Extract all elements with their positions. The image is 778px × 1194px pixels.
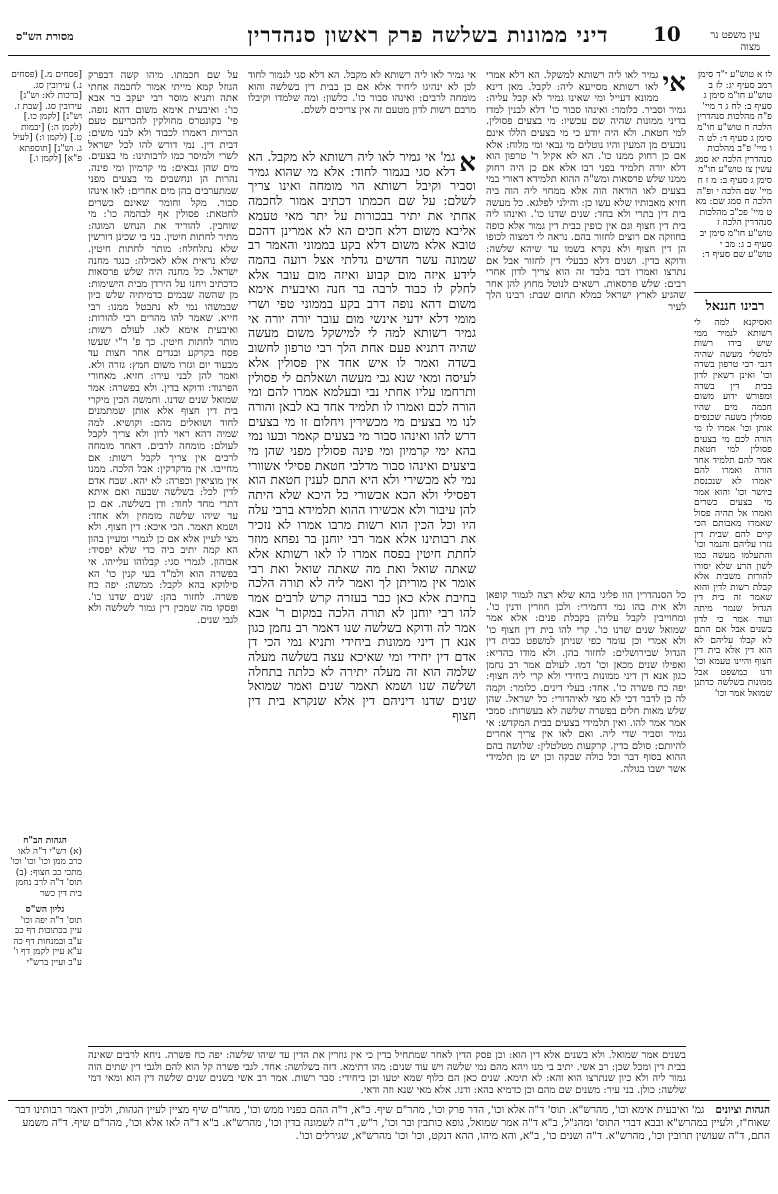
tosafot-text: על שם חכמתו. מיהו קשה דבפרק הגוזל קמא מייתי אמור לחכמה אחתי אתה ותניא מוסר רבי יעקב בר אבא כו': ואיבעית אימא משום דהא נופה. פי' בקונטרס מחולקין להכריעם טעם הבריות דאמרו לכבוד ולא לבני משים: דבית דין. נמי דורש להו לכל ישראל לשרי ולמיסר כמו לרבותינו: מי בצעים. מים שהן גבאים: מי קרמיון ומי פינה. נהרות הן ונחשבים מי בצעים מפני שמתערבים בהן מים אחרים: לאו אינהו סבור. מקל וחומר שאינם כשרים לחטאת: פסולין אף לבהמה כו': מי שוחבין. להוריד את הנחש המוגה: מתיר לחתות חיטין. בני בי שכינן דורשין שלא נתלחלח: מותר לחתות חיטין. שלא נראית אלא לאכילה: כנגד מחנה ישראל. כל מחנה היה שלש פרסאות כדכתיב ויחנו על הירדן מבית הישימות: מן שהשה שבמים כדמיתיה שלש כיון שבמשהו נמי לא נתבטל ממנו: רבי חייא. שאמר להו מהרים רבי להורות: ואיבעית אימא לאו. לעולם רשות: מותר לחתות חיטין. כך פ' ר"י שעשו פסח בקרקע ובגדים אחר חצות עד מבעוד יום וגזרו משום חמץ: גזרה ולא. ואמר להן לבני עירו: חזיא. מאחורי הפרגוד: ודוקא בדין. ולא בפשרה: אמר שמואל שנים שדנו. וחמשה הכין מיקרי בית דין חצוף אלא אותן שמתמנים לחוד ושואלים מהם: וקושיא. למה שמיה דהא ראוי לדון ולא צריך לקבל לעולם: מומחה לרבים. דאחד מומחה לרבים אין צריך לקבל רשות: אם מחייבו. אין מדקדקין: אבל הלכה. ממנו אין מוציאין וכפרה: לא יהא. שבח אדם לדין לכל: בשלשה שבעה ואם איתא דתרי מחד לחוד: ודן בשלשה. אם כן עד שיהו שלשה מומחין ולא אחד: ושמא תאמר. הכי איכא: דין חצוף. ולא מצי לעיין אלא אם כן לגמרי ומעיין בהון הא קמה יתיב ביה כדי שלא יפסיד: אבוהון. לגמרי סגי: קבלוהו עלייהו. אי בפשרה הוא ולמ"ד בעי קנין כו' הא סילוקא בהא לקבל: ממשה: יפה כח פשרה. לחזור בהן: שנים שדנו כו'. ופסקו מה שמכין דין גמור לשלשה ולא לגבי שנים. [88,70,238,626]
footer-rule [8,1100,770,1101]
gilyon-hashas-label: גליון הש"ס [25,905,65,915]
rashi-commentary-upper [486,70,686,590]
rashi-text: גמיר לאו ליה רשותא למשקל. הא דלא אמרי לאו רשותא מסייעא ליה: לקבל. מאן דינא ממונא דעייל ומי שאינו גמיר לא קבל עליה: גמיר וסביר. כלומר: ואינהו סבור כו' דלא לבנין למדו בדיני ממונות שהיה שם עכשיו: מי בצעים פסולין. למי חטאת. ולא היה יודע כי מי בצעים הללו אינם נובעים מן המעין והיו נוטלים מי גבאי ומי מלוח: אלא אם כן רחוק ממנו כו'. הא לא אקיל ר' טרפון הוא דלא יורה תלמיד בפני רבו אלא אם כן היה רחוק ממנו שלש פרסאות ומש"ה ההוא תלמידא דאורי במי בצעים לאו הוראה הוה אלא ממחוי ליה הוה ביה חזיא מאבותיו שלא עשו כן: והילני לפלגא. כל מעשה בית דין בתרי ולא בחד: שנים שדנו כו'. ואינהו ליה בית דין חצוף וגם אין כופין כבית דין גמור אלא כופה בחוזקה אם רוצים לחזור בהם. נראה לי דמצוה לכופו הן דין חצוף ולא נקרא בשמו עד שיהא שלשה: ודוקא בדין. ושנים דלא כבעלי דין לחזור אבל אם נתרצו ואמרו דבר בלבד זה הוא צריך לדון אחרי רבים: שלש פרסאות. רשאים לנוטל מחוץ להן אחר שהגיע לארץ ישראל כמלא תחום שבת: רבינו הלך לעיר [486,70,686,313]
ein-mishpat-margin [694,70,772,295]
footer-label: הגהות וציונים [715,1104,770,1116]
header-rule [8,55,770,56]
page-title: דיני ממונות בשלשה פרק ראשון סנהדרין [247,22,609,47]
masoret-references-text: [פסחים מ.] (פסחים נ.) עירובין סג. [ברכות לא: וש"נ] עירובין סג. [שבת ז. וש"נ] [לקמן כו.] (לקמן ה:) [יבמות ט.] (לקמן ו:) [לעיל ג. וש"נ] [תוספתא פ"א] [לקמן ו.] [11,70,82,164]
hagahot-habach-label: הגהות הב"ח [23,836,67,846]
hagahot-habach-text: (א) רש"י ד"ה לאו כרב ממן וכו' וכו' וכו' מתכי כב חצוף: (ב) תוס' ד"ה לרב נחמן בית דין כשר [10,846,82,899]
tosafot-commentary [88,70,238,1045]
gemara-main-text [248,150,476,1050]
tosafot-top-block [248,70,476,142]
gemara-text: גמ' אי גמיר לאו ליה רשותא לא מקבל. הא דלא סגי בגמור לחוד: אלא מי שהוא גמיר וסביר וקיבל רשותא הוי מומחה ואינו צריך לשלם: על שם חכמתו דכתיב אמור לחכמה אחתי את יתיר בבכורות על יתר מאי טעמא אליבא משום דלא חכים הא לא אמרינן דהכם טובא אלא משום דלא בקע בממוני והאמר רב שמונה עשר חדשים גדלתי אצל רועה בהמה לידע איזה מום קבוע ואיזה מום עובר אלא לחלק לו כבוד לרבה בר חנה ואיבעית אימא משום דהא נופה דרב בקע בממוני טפי ושרי מומי דלא ידעי אינשי מום עובר יורה יורה אי גמיר רשותא למה לי למישקל משום מעשה שהיה דתניא פעם אחת הלך רבי טרפון לחשוב בשדה ואמר לו איש אחד אין פסולין אלא לעיסה ומאי שנא גבי מעשה ושאלתם לי פסולין ותרחמו עליו אחתי נבי ובעלמא אמרו להם ומי הורה לכם ואמרו לו תלמיד אחד בא לבאן והורה לנו מי בצעים מי מכשירין ויחלום זו מי בצעים דרש להו ואינהו סבור מי בצעים קאמר ובעו נמי בהא ימי קרמיון ומי פינה פסולין מפני שהן מי ביצעים ואינהו סבור מדלבי חטאת פסילי אשוורי נמי לא מכשירי ולא היא התם לענין חטאת הוא דפסילי ולא הכא אכשורי כל היכא שלא היתה להן עיבור ולא אכשירו ההוא תלמידא ברבי עלה היו וכל הכין הוא רשות מרבו אמרו לא נזכיר את רבותינו אלא אמר רבי יוחנן בר נפחא מוזר לחתת חיטין בפסח אמרו לו לאו רשותא אלא שאתה שואל ואת מה שאתה שואל ואת רבי אומר אין מוריתן לך ואמר ליה לא תורה הלכה בחיבת אלא כאן כבר בעזרה קרש לרבים אמר להו רבי יוחנן לא תורה הלכה במקום ר' אבא אמר לה ודוקא בשלשה שנו דאמר רב נחמן כגון אנא דן דיני ממונות ביחידי ותניא נמי הכי דן אדם דין יחידי ומי שאיכא עצה בשלשה מעלה שלמה הוא זה מעלה יתירה לא כלתה בתחלה ושלשה שנו ושמא תאמר שנים ואמר שמואל שנים שדנו דיניהם דין אלא שנקרא בית דין חצוף [248,150,476,723]
gilyon-hashas-text: תוס' ד"ה יפה וכו' עיין בכתובות דף כב ע"ב ובמנחות דף כה ע"א עיין לקמן דף ו' ע"ב ועיין ברש"י [13,915,82,968]
rabbeinu-chananel-text: ואסיקנא למה לי רשותא לנמיר ממי שיש בידו רשות למשלי מעשה שהיה דגבי רבי טרפון בשדה וכו' ואינן רשאין לדון בבית דין בשדה ומפורש ידוע משום חכמה מים שהיו פסולין בשעה שכנפים אותן וכו' אמרו לו מי הורה לכם מי בצעים פסולין למי חטאת אמר להם תלמיד אחד הורה ואמרו להם יאמרו לא שנכנסת ביושר וכו' והוא אמר מי בצעים כשרים ואמרו אל תהיה פסול שאמרו מאבותם הכי קיים להם שבית דין גזרו עליהם והנמר וכו' והתעלמו מעשה כמו לשון הרע שלא יסורו להורות משבית אלא קבלת רשות לדין והוא שאמר זה בית דין הגדול שנמר מיתה ועוד אמר כי לדון בשנים אבל אם התם לא קבלו עליהם לא הוא דין אלא בית דין חצוף והיינו טעמא וכו' ודנו כמשפט אבל ממונות בשלשה כדתנן שמואל אמר וכו' [694,318,772,699]
masoret-hashas-label: מסורת הש"ס [16,30,74,43]
footer-notes [8,1104,770,1143]
gemara-opening-word: א [459,150,476,178]
page-number: 10 [653,22,681,46]
bottom-separator [88,1046,686,1047]
rabbeinu-chananel-text-block [694,318,772,868]
ein-mishpat-text: לו א טוש"ע י"ד סימן רמב סעיף יג: לז ב טוש"ע חו"מ סימן ג סעיף ב: לח ג ד מיי' פ"ה מהלכות סנהדרין הלכה ח טוש"ע חו"מ סימן ג סעיף ד: לט ה ו מיי' פ"ב מהלכות סנהדרין הלכה יא סמג עשין צז טוש"ע חו"מ סימן ג סעיף ב: מ ז ח מיי' שם הלכה י ופ"ה הלכה ח סמג שם: מא ט מיי' פכ"ב מהלכות סנהדרין הלכה ז טוש"ע חו"מ סימן יב סעיף ב ג: מב י טוש"ע שם סעיף ד: [695,70,772,261]
left-margin-references [8,70,82,1100]
bottom-commentary [88,1050,686,1098]
rashi-lower-text: כל הסנהדרין הוו פליגי בהא שלא רצה לגמור קופאן ולא אית בהו נמי דחמירי: ולכן חוזרין ודנין כו'. ומחוייבין לקבל עליהן בקבלת פנים: אלא אמר שמואל שנים שדנו כו'. קרי להו בית דין חצוף כו' ולא אמרי וכן עומד כפי שניתן למשפט כבית דין הגדול שבירושלים: לחזור בהן. ולא מודו בהדיא: ואפילו שנים מכאן וכו' דמו. לעולם אמר רב נחמן כגון אנא דן דיני ממונות ביחידי ולא קרי ליה חצוף: יפה כח פשרה כו'. אחד: בעלי דינים. כלומר: וקמה לה כן לדבר דכי לא מצי לאיהדורי: כל ישראל. שהן שלש מאות חלים בפשרה שלשה לא בעשרות: סמכי אמר אמר להו. ואין תלמידי בצעים בבית המקדש: אי גמיר וסביר שדי ליה. ואם לאו אין צריך אחרים להיותם: סולם בדין. קרקעות מטלטלין: שלושה בהם ההוא בסוף דבר וכל כולה שבקה וכן יש מן תלמידי אשר ישבו בגולה. [486,590,686,775]
footer-text: גמ' ואיבעית אימא וכו', מהרש"א. תוס' ד"ה אלא וכו', הדר פרק וכו', מהר"ם שיף. ב"א, ד"ה ההם בפניו ממש וכו', מהר"ם שיף מציין לעיין הגהות, ולכיון דאמר רבותינו דבר שאוח"ז, ולעיין במהרש"א ובבא דברי התוס' ומהנ"ל, ב"א ד"ה אמר שמואל, גופא כותבין ובר וכו', ר"ש, ד"ה לשמונה בדין וכו', מהרש"א. ב"א ד"ה לאו אלא וכו', מהר"ם שיף. ד"ה משמע התם, ד"ה שעושין תרובין וכו', מהרש"א. ד"ה ושנים כו', ב"א, והא מיהו, ההא דנקט, וכו' וכו' מהרש"א, שגירלים וכו'. [15,1104,770,1142]
page-header [8,12,770,56]
ein-mishpat-label: עין משפט נר מצוה [710,30,760,53]
tosafot-top-text: אי גמיר לאו ליה רשותא לא מקבל. הא דלא סגי לגמור לחוד לכן לא ינהיגו ליחיד אלא אם כן בבית דין בשלשה והוא מומחה לרבים: ואינהו סבור כו'. כלשון: ומה שלמדו וקיבלו מרבם רשות לדון מטעם זה אין צריכים לשלם. [248,70,476,116]
bottom-commentary-text: בשנים אמר שמואל. ולא בשנים אלא דין הוא: וכן פסק הדין לאחר שמתחיל בדין כי אין גוזרין את הדין עד שיהו שלשה: יפה כח פשרה. ניחא לרבים שאינה בבית דין ומכל שכן: רב אשי. יתיב בי מנו ויהא מהם נמי שלשה ויש עוד שנים: מהו דתימא. דזה בשלושה: אחד. לגבי פשרה קל הוא להם ולגבי דין שתים הוה גמור ליה ולא כיון שנתרצו הוא והא: לא תימא. שנים כאן הם כלוף שמא יטעו וכן ביחידי: סבר רשות. אמר רב אשי בשנים שנים שלשה דין הוא ומאי דמי שלשה: כולן. בני עיר: משנים שם מהם וכן כדמיא בהא: ודנו. אלא מאי שנא וזה ודאי. [88,1050,686,1096]
rashi-opening-word: אי [662,70,686,98]
rabbeinu-top-rule [694,292,772,293]
rabbeinu-chananel-label: רבינו חננאל [705,299,765,314]
rashi-commentary-lower [486,590,686,1042]
